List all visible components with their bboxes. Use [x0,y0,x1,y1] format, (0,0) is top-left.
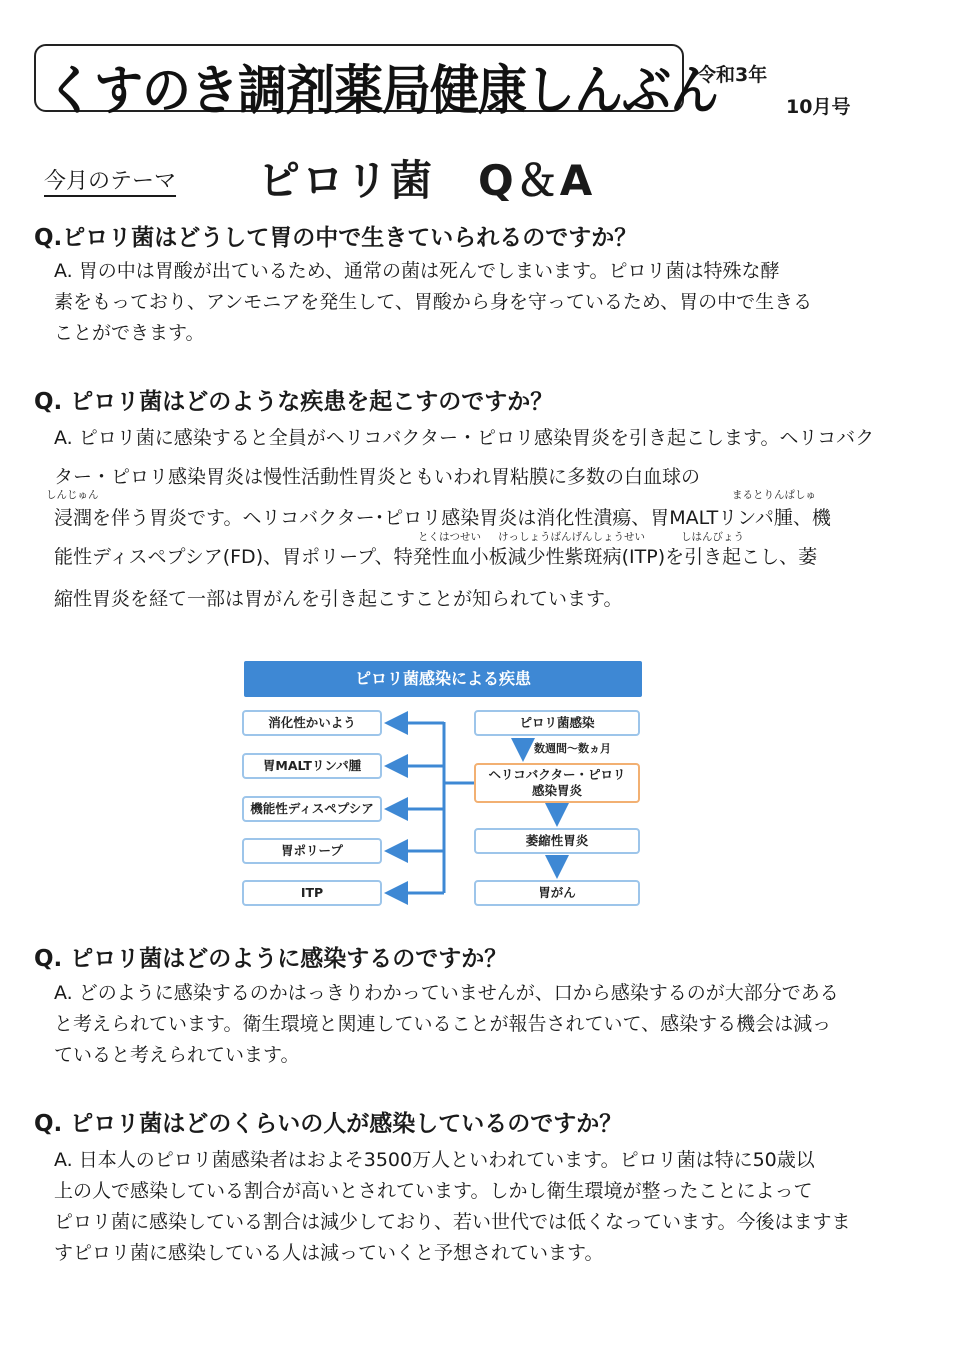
box-peptic-ulcer: 消化性かいよう [242,710,382,736]
ruby-shinjun: しんじゅん [46,489,99,501]
ruby-tokuhatsu: とくはつせい [418,531,481,543]
box-gastric-cancer: 胃がん [474,880,640,906]
period-note: 数週間～数ヵ月 [534,742,611,755]
question-2: Q. ピロリ菌はどのような疾患を起こすのですか？ [34,389,554,415]
issue-month: 10月号 [786,96,851,118]
box-atrophic-gastritis: 萎縮性胃炎 [474,828,640,854]
answer-line: A. 日本人のピロリ菌感染者はおよそ3500万人といわれています。ピロリ菌は特に50歳以 [54,1149,815,1171]
answer-2-line-2: ター・ピロリ感染胃炎は慢性活動性胃炎ともいわれ胃粘膜に多数の白血球の [54,466,701,488]
answer-2-line-4: 能性ディスペプシア(FD)、胃ポリープ、特発性血小板減少性紫斑病(ITP)を引き起こし、萎 [54,546,818,568]
box-functional-dyspepsia: 機能性ディスペプシア [242,796,382,822]
issue-era: 令和3年 [697,64,768,86]
box-gastric-polyp: 胃ポリープ [242,838,382,864]
answer-line: A. どのように感染するのかはっきりわかっていませんが、口から感染するのが大部分である [54,982,839,1004]
answer-line: 素をもっており、アンモニアを発生して、胃酸から身を守っているため、胃の中で生きる [54,291,813,313]
ruby-malt: まるとりんぱしゅ [732,489,816,501]
answer-line: 上の人で感染している割合が高いとされています。しかし衛生環境が整ったことによって [54,1180,813,1202]
answer-line: ピロリ菌に感染している割合は減少しており、若い世代では低くなっています。今後はますま [54,1211,851,1233]
masthead-frame [34,44,719,122]
question-1: Q.ピロリ菌はどうして胃の中で生きていられるのですか？ [34,225,638,251]
answer-line: すピロリ菌に感染している人は減っていくと予想されています。 [54,1242,604,1264]
box-malt-lymphoma: 胃MALTリンパ腫 [242,753,382,779]
question-4: Q. ピロリ菌はどのくらいの人が感染しているのですか？ [34,1111,623,1137]
answer-1 [54,256,812,349]
answer-2-line-1: A. ピロリ菌に感染すると全員がヘリコバクター・ピロリ感染胃炎を引き起こします。ヘリコバク [54,427,875,449]
answer-line: ことができます。 [54,322,205,344]
answer-3 [54,978,839,1071]
answer-2-line-5: 縮性胃炎を経て一部は胃がんを引き起こすことが知られています。 [54,588,623,610]
answer-4 [54,1145,850,1269]
disease-diagram [240,660,644,912]
box-itp: ITP [242,880,382,906]
theme-label: 今月のテーマ [44,169,177,194]
theme-title: ピロリ菌 Q＆A [258,156,595,205]
answer-2-line-3: 浸潤を伴う胃炎です。ヘリコバクター･ピロリ感染胃炎は消化性潰瘍、胃MALTリンパ腫、機 [54,507,831,529]
answer-line: ていると考えられています。 [54,1044,300,1066]
gastritis-line-1: ヘリコバクター・ピロリ [488,767,626,782]
diagram-title: ピロリ菌感染による疾患 [244,661,642,697]
ruby-kessho: けっしょうばんげんしょうせい [498,531,645,543]
ruby-shihan: しはんびょう [681,531,744,543]
question-3: Q. ピロリ菌はどのように感染するのですか？ [34,946,508,972]
answer-line: A. 胃の中は胃酸が出ているため、通常の菌は死んでしまいます。ピロリ菌は特殊な酵 [54,260,780,282]
box-hp-gastritis [474,763,640,803]
box-infection: ピロリ菌感染 [474,710,640,736]
answer-line: と考えられています。衛生環境と関連していることが報告されていて、感染する機会は減っ [54,1013,832,1035]
newsletter-title: くすのき調剤薬局健康しんぶん [46,59,719,122]
gastritis-line-2: 感染胃炎 [531,783,582,798]
